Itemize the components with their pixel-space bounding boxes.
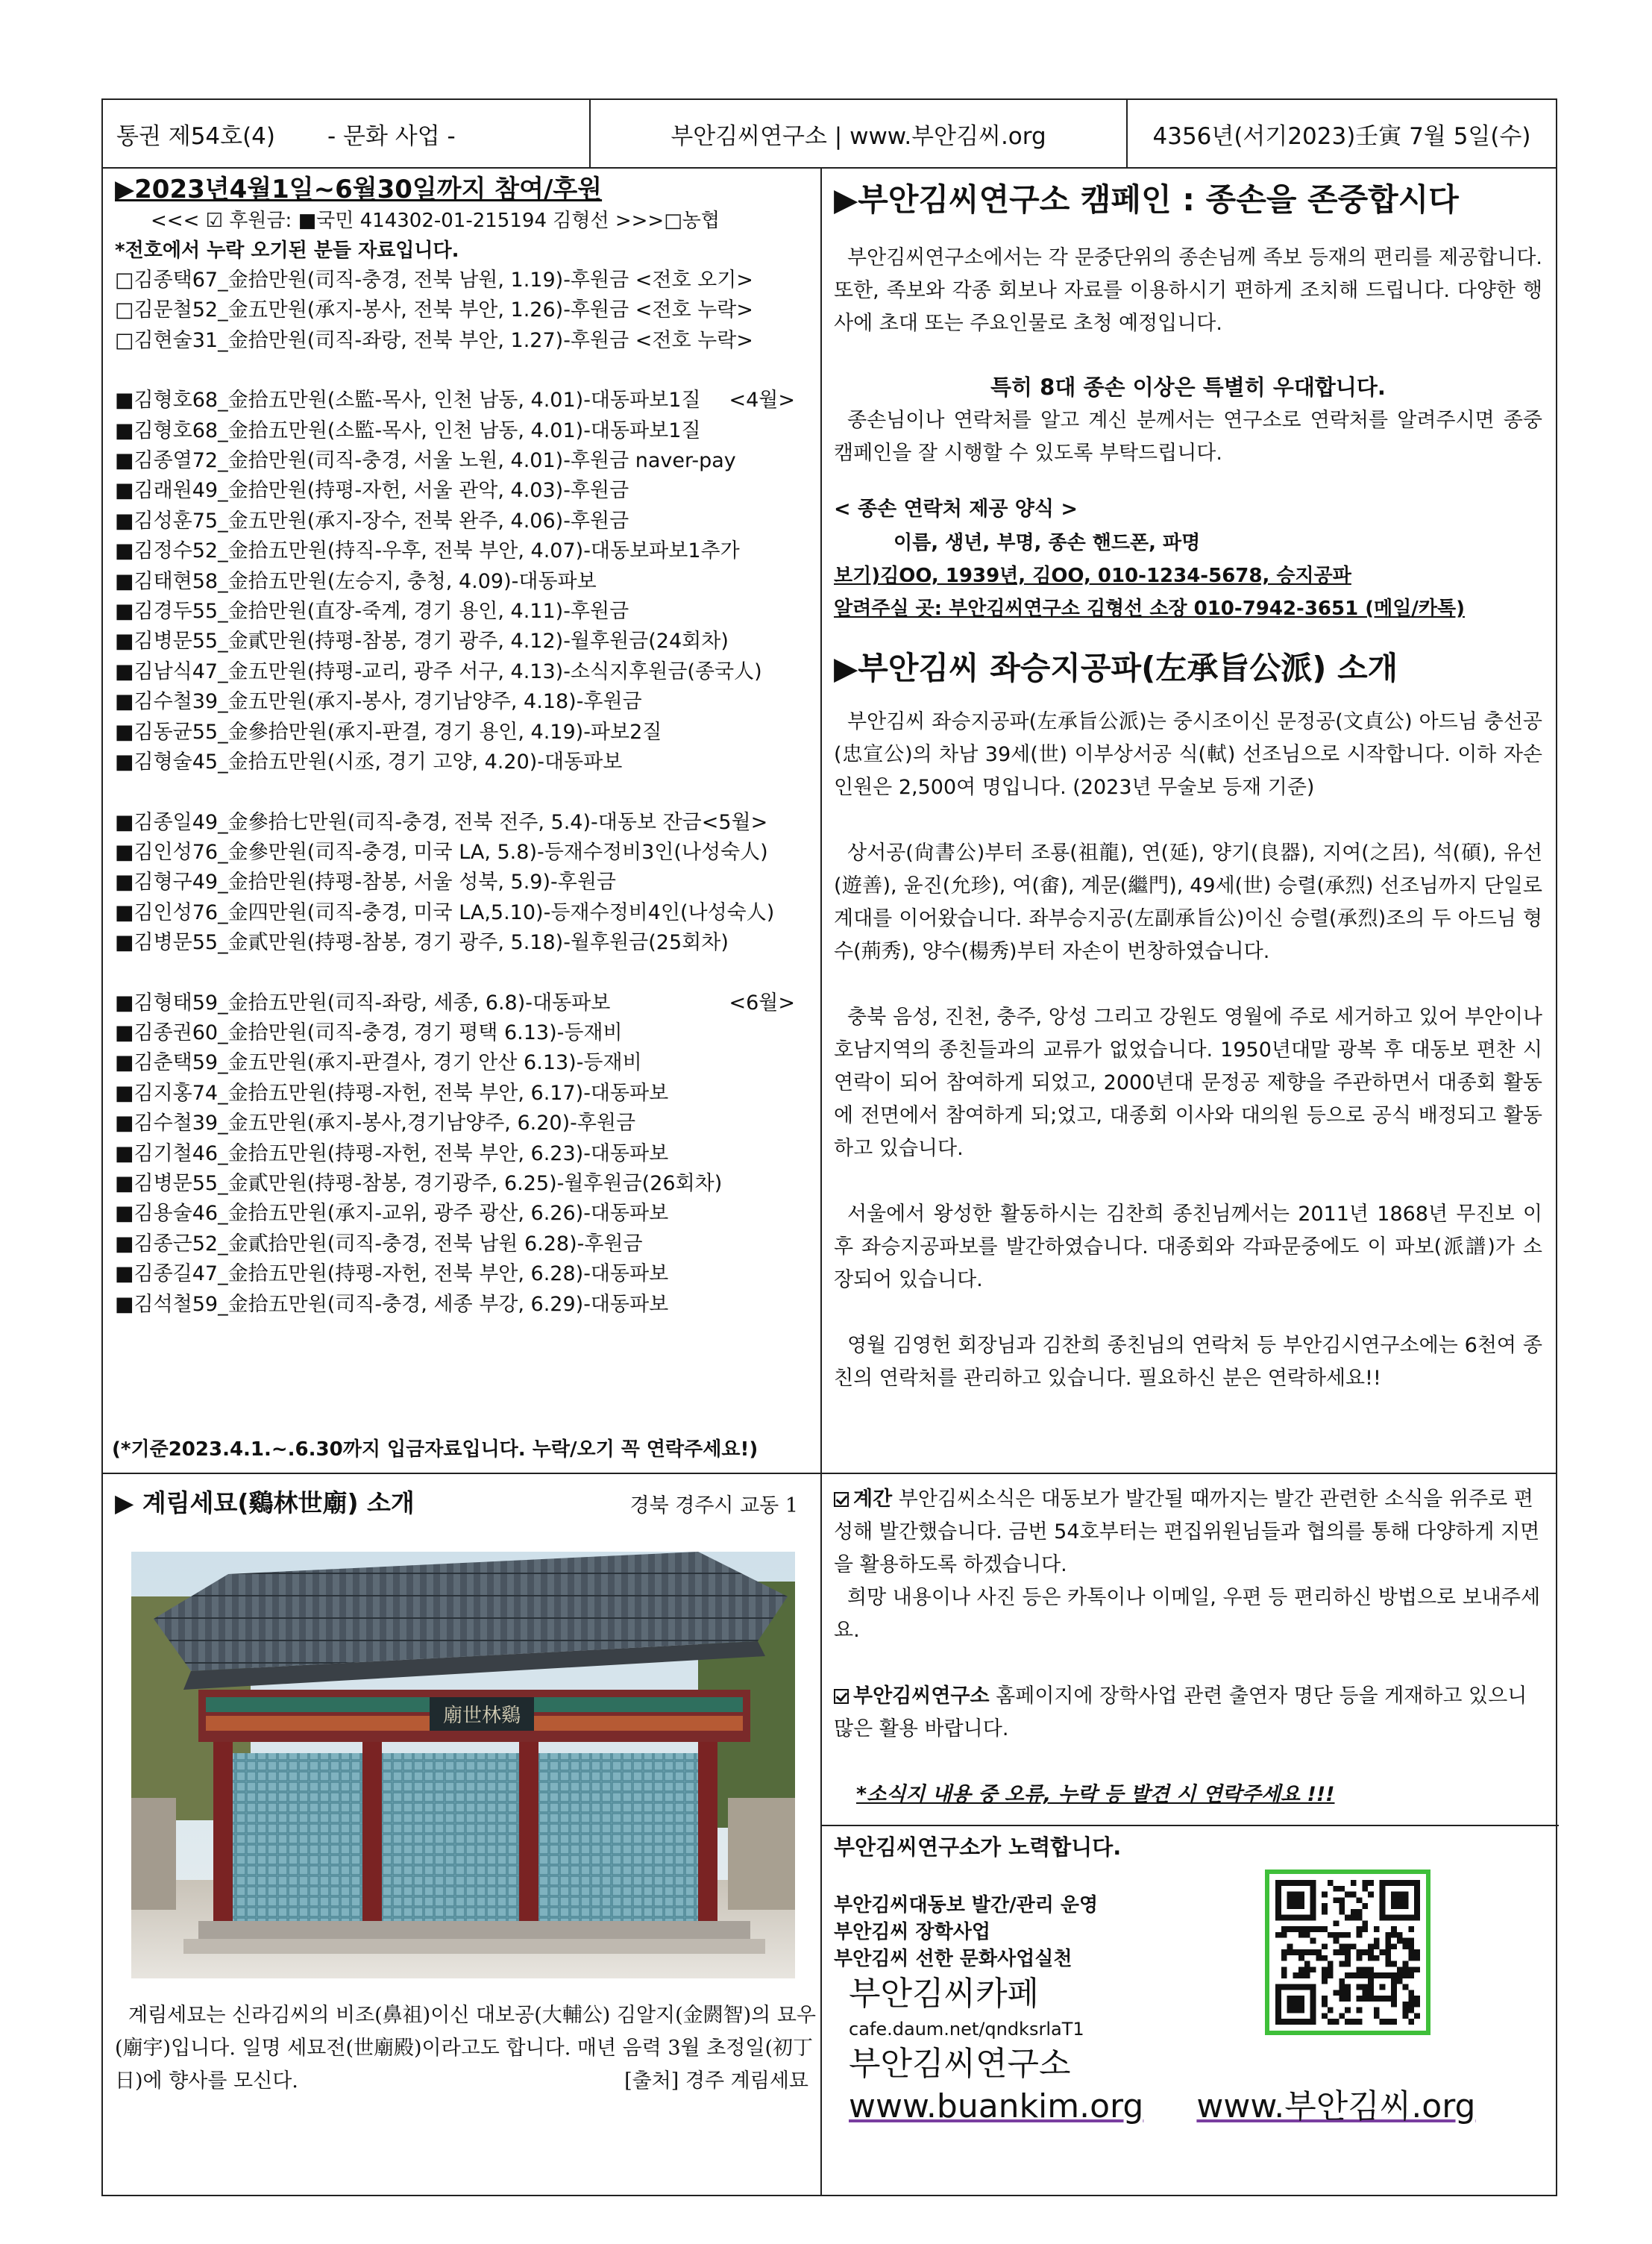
donation-note: *전호에서 누락 오기된 분들 자료입니다. — [115, 239, 459, 262]
branch-paragraph: 충북 음성, 진천, 충주, 앙성 그리고 강원도 영월에 주로 세거하고 있어 부안이나 호남지역의 종친들과의 교류가 없었습니다. 1950년대말 광복 후 대동보 편찬 시 연락이 되어 참여하게 되었고, 2000년대 문정공 제향을 주관하면서 대종회 활동에 전면에서 참여하게 되;었고, 대종회 이사와 대의원 등으로 공식 배정되고 활동하고 있습니다. — [834, 1006, 1542, 1160]
list-item: ■김용술46_金拾五만원(承지-교위, 광주 광산, 6.26)-대동파보 — [115, 1202, 669, 1226]
branch-paragraph: 영월 김영헌 회장님과 김찬희 종친님의 연락처 등 부안김시연구소에는 6천여 종친의 연락처를 관리하고 있습니다. 필요하신 분은 연락하세요!! — [834, 1334, 1542, 1390]
form-fields: 이름, 생년, 부명, 종손 핸드폰, 파명 — [893, 532, 1201, 554]
list-item: □김현술31_金拾만원(司직-좌랑, 전북 부안, 1.27)-후원금 <전호 누락> — [115, 328, 753, 352]
notice-label: 부안김씨연구소 — [853, 1684, 990, 1708]
list-item: ■김종열72_金拾만원(司직-충경, 서울 노원, 4.01)-후원금 naver-pay — [115, 449, 736, 473]
list-item: ■김형구49_金拾만원(持평-참봉, 서울 성북, 5.9)-후원금 — [115, 871, 617, 894]
list-item: ■김병문55_金貳만원(持평-참봉, 경기 광주, 5.18)-월후원금(25회차) — [115, 931, 729, 955]
notice-paragraph: 희망 내용이나 사진 등은 카톡이나 이메일, 우편 등 편리하신 방법으로 보내주세요. — [834, 1586, 1541, 1642]
list-item: ■김형술45_金拾五만원(시丞, 경기 고양, 4.20)-대동파보 — [115, 750, 623, 774]
issue-number: 통권 제54호(4) — [116, 122, 275, 150]
notice-text: 홈페이지에 장학사업 관련 출연자 명단 등을 게재하고 있으니 많은 활용 바랍니다. — [834, 1684, 1527, 1740]
website-link[interactable]: www.buankim.org — [849, 2087, 1144, 2125]
list-item: ■김병문55_金貳만원(持평-참봉, 경기광주, 6.25)-월후원금(26회차) — [115, 1171, 723, 1195]
list-item: ■김종일49_金參拾七만원(司직-충경, 전북 전주, 5.4)-대동보 잔금<5월> — [115, 810, 768, 834]
shrine-caption: 계림세묘는 신라김씨의 비조(鼻祖)이신 대보공(大輔公) 김알지(金閼智)의 묘우(廟宇)입니다. 일명 세묘전(世廟殿)이라고도 합니다. 매년 음력 3월 초정일(初丁日)에 향사를 모신다. — [115, 2004, 816, 2093]
list-item: ■김형태59_金拾五만원(司직-좌랑, 세종, 6.8)-대동파보 <6월> — [115, 988, 816, 1018]
bank-account: <<< ☑ 후원금: ■국민 414302-01-215194 김형선 >>>□농협 — [151, 210, 720, 232]
shrine-source: [출처] 경주 계림세묘 — [624, 2069, 808, 2093]
shrine-sign-text: 廟世林鷄 — [442, 1705, 521, 1727]
list-item: ■김종길47_金拾五만원(持평-자헌, 전북 부안, 6.28)-대동파보 — [115, 1262, 669, 1286]
notice-label: 계간 — [853, 1488, 893, 1511]
notice-paragraph — [834, 1680, 1542, 1746]
month-label: <6월> — [729, 991, 795, 1015]
donation-section — [112, 173, 816, 1461]
cafe-name: 부안김씨카페 — [849, 1975, 1040, 2013]
row-divider — [103, 1473, 1556, 1474]
branch-paragraph: 부안김씨 좌승지공파(左承旨公派)는 중시조이신 문정공(文貞公) 아드님 충선공(忠宣公)의 차남 39세(世) 이부상서공 식(軾) 선조님으로 시작합니다. 이하 자손 인원은 2,500여 명입니다. (2023년 무술보 등재 기준) — [834, 710, 1542, 799]
column-divider — [820, 169, 822, 2196]
list-item: ■김경두55_金拾만원(直장-죽계, 경기 용인, 4.11)-후원금 — [115, 600, 629, 624]
institute-item: 부안김씨 장학사업 — [834, 1921, 990, 1943]
qr-code-icon — [1275, 1880, 1420, 2025]
header-publisher: 부안김씨연구소 | www.부안김씨.org — [591, 100, 1128, 167]
donation-april-list — [115, 386, 816, 777]
list-item: ■김종근52_金貳拾만원(司직-충경, 전북 남원 6.28)-후원금 — [115, 1232, 643, 1256]
list-item: ■김수철39_金五만원(承지-봉사, 경기남양주, 4.18)-후원금 — [115, 690, 642, 714]
list-item: ■김래원49_金拾만원(持평-자헌, 서울 관악, 4.03)-후원금 — [115, 479, 629, 503]
form-example: 보기)김OO, 1939년, 김OO, 010-1234-5678, 승지공파 — [834, 565, 1351, 587]
campaign-highlight: 특히 8대 종손 이상은 특별히 우대합니다. — [990, 374, 1386, 400]
list-item: ■김지홍74_金拾五만원(持평-자헌, 전북 부안, 6.17)-대동파보 — [115, 1081, 669, 1105]
header-left — [103, 100, 591, 167]
shrine-title: ▶ 계림세묘(鷄林世廟) 소개 — [115, 1488, 415, 1517]
institute-title: 부안김씨연구소가 노력합니다. — [834, 1834, 1122, 1860]
list-item: ■김병문55_金貳만원(持평-참봉, 경기 광주, 4.12)-월후원금(24회차) — [115, 630, 729, 654]
month-label: <4월> — [729, 389, 795, 413]
qr-code[interactable] — [1265, 1870, 1430, 2035]
checkbox-icon — [834, 1689, 849, 1704]
list-item: ■김남식47_金五만원(持평-교리, 광주 서구, 4.13)-소식지후원금(종국人) — [115, 659, 762, 683]
donation-june-list — [115, 988, 816, 1320]
institute-section — [834, 1831, 1542, 2128]
campaign-section — [834, 178, 1542, 1395]
campaign-paragraph: 부안김씨연구소에서는 각 문중단위의 종손님께 족보 등재의 편리를 제공합니다. 또한, 족보와 각종 회보나 자료를 이용하시기 편하게 조치해 드립니다. 다양한 행사에 초대 또는 주요인물로 초청 예정입니다. — [834, 246, 1542, 335]
list-item: ■김기철46_金拾五만원(持평-자헌, 전북 부안, 6.23)-대동파보 — [115, 1141, 669, 1165]
notice-warning: *소식지 내용 중 오류, 누락 등 발견 시 연락주세요 !!! — [856, 1783, 1335, 1806]
list-item: ■김정수52_金拾五만원(持직-우후, 전북 부안, 4.07)-대동보파보1추가 — [115, 539, 740, 563]
header-date: 4356년(서기2023)壬寅 7월 5일(수) — [1152, 122, 1531, 150]
list-item: ■김종권60_金拾만원(司직-충경, 경기 평택 6.13)-등재비 — [115, 1021, 623, 1044]
list-item: □김종택67_金拾만원(司직-충경, 전북 남원, 1.19)-후원금 <전호 오기> — [115, 269, 753, 292]
list-item: ■김성훈75_金五만원(承지-장수, 전북 완주, 4.06)-후원금 — [115, 509, 629, 533]
list-item: ■김태현58_金拾五만원(左승지, 충청, 4.09)-대동파보 — [115, 569, 597, 593]
cafe-url[interactable]: cafe.daum.net/qndksrlaT1 — [849, 2019, 1084, 2040]
donation-prev-list — [115, 266, 816, 356]
website-link-korean[interactable]: www.부안김씨.org — [1196, 2087, 1476, 2125]
branch-paragraph: 상서공(尙書公)부터 조룡(祖龍), 연(延), 양기(良器), 지여(之呂), 석(碩), 유선(遊善), 윤진(允珍), 여(畬), 계문(繼門), 49세(世) 승렬(承烈) 선조님까지 단일로 계대를 이어왔습니다. 좌부승지공(左副承旨公)이신 승렬(承烈)조의 두 아드님 형수(荊秀), 양수(楊秀)부터 자손이 번창하였습니다. — [834, 841, 1542, 963]
donation-may-list — [115, 808, 816, 959]
page-header — [103, 100, 1556, 169]
notice-paragraph — [834, 1483, 1542, 1582]
list-item: ■김수철39_金五만원(承지-봉사,경기남양주, 6.20)-후원금 — [115, 1112, 636, 1135]
checkbox-icon — [834, 1492, 849, 1507]
list-item: ■김형호68_金拾五만원(소監-목사, 인천 남동, 4.01)-대동파보1질 — [115, 419, 701, 442]
list-item: ■김인성76_金四만원(司직-충경, 미국 LA,5.10)-등재수정비4인(나성숙人) — [115, 900, 775, 924]
shrine-section — [115, 1485, 816, 2093]
donation-footer: (*기준2023.4.1.~.6.30까지 입금자료입니다. 누락/오기 꼭 연락주세요!) — [112, 1438, 759, 1461]
list-item: ■김춘택59_金五만원(承지-판결사, 경기 안산 6.13)-등재비 — [115, 1051, 642, 1075]
donation-title: ▶2023년4월1일~6월30일까지 참여/후원 — [115, 175, 603, 204]
institute-name: 부안김씨연구소 — [849, 2045, 1071, 2083]
section-name: - 문화 사업 - — [327, 122, 456, 150]
notice-section — [834, 1483, 1542, 1811]
notice-text: 부안김씨소식은 대동보가 발간될 때까지는 발간 관련한 소식을 위주로 편성해 발간했습니다. 금번 54호부터는 편집위원님들과 협의를 통해 다양하게 지면을 활용하도록 하겠습니다. — [834, 1488, 1540, 1576]
contact-info: 알려주실 곳: 부안김씨연구소 김형선 소장 010-7942-3651 (메일/카톡) — [834, 598, 1465, 620]
shrine-caption-block — [115, 1999, 816, 2098]
branch-title: ▶부안김씨 좌승지공파(左承旨公派) 소개 — [834, 650, 1398, 686]
shrine-location: 경북 경주시 교동 1 — [629, 1494, 798, 1517]
list-item: ■김동균55_金參拾만원(承지-판결, 경기 용인, 4.19)-파보2질 — [115, 720, 662, 744]
campaign-paragraph: 종손님이나 연락처를 알고 계신 분께서는 연구소로 연락처를 알려주시면 종중 캠페인을 잘 시행할 수 있도록 부탁드립니다. — [834, 409, 1542, 465]
institute-item: 부안김씨대동보 발간/관리 운영 — [834, 1894, 1099, 1917]
institute-item: 부안김씨 선한 문화사업실천 — [834, 1948, 1072, 1970]
list-item: ■김석철59_金拾五만원(司직-충경, 세종 부강, 6.29)-대동파보 — [115, 1292, 669, 1316]
list-item: ■김인성76_金參만원(司직-충경, 미국 LA, 5.8)-등재수정비3인(나성숙人) — [115, 840, 768, 864]
list-item: □김문철52_金五만원(承지-봉사, 전북 부안, 1.26)-후원금 <전호 누락> — [115, 298, 753, 322]
shrine-photo — [131, 1552, 795, 1978]
right-row-divider — [820, 1825, 1559, 1826]
list-item: ■김형호68_金拾五만원(소監-목사, 인천 남동, 4.01)-대동파보1질 <4월> — [115, 386, 816, 416]
form-title: < 종손 연락처 제공 양식 > — [834, 498, 1078, 521]
newsletter-page — [101, 98, 1557, 2196]
branch-paragraph: 서울에서 왕성한 활동하시는 김찬희 종친님께서는 2011년 1868년 무진보 이후 좌승지공파보를 발간하였습니다. 대종회와 각파문중에도 이 파보(派譜)가 소장되어 있습니다. — [834, 1203, 1542, 1291]
campaign-title: ▶부안김씨연구소 캠페인 : 종손을 존중합시다 — [834, 181, 1459, 218]
